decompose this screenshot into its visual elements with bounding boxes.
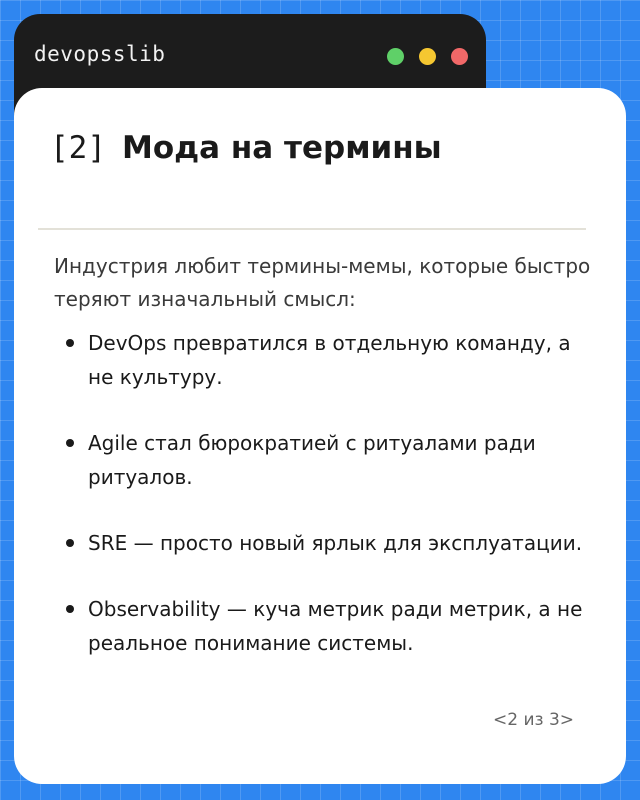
title-text: Мода на термины — [122, 130, 442, 166]
bullet-icon — [66, 539, 74, 547]
list-item — [66, 592, 596, 660]
list-item — [66, 526, 596, 560]
window-controls — [387, 48, 468, 65]
divider — [38, 228, 586, 230]
page-indicator: <2 из 3> — [492, 710, 574, 730]
list-item — [66, 326, 596, 394]
bullet-icon — [66, 339, 74, 347]
slide-number: [2] — [50, 130, 106, 166]
brand-name: devopsslib — [34, 42, 166, 66]
bullet-icon — [66, 605, 74, 613]
bullet-icon — [66, 439, 74, 447]
red-dot-icon — [451, 48, 468, 65]
bullet-text: DevOps превратился в отдельную команду, а не культуру. — [88, 331, 571, 389]
slide-title — [50, 130, 442, 166]
list-item — [66, 426, 596, 494]
bullet-text: Observability — куча метрик ради метрик, а не реальное понимание системы. — [88, 597, 583, 655]
content-card — [14, 88, 626, 784]
yellow-dot-icon — [419, 48, 436, 65]
intro-text: Индустрия любит термины-мемы, которые быстро теряют изначальный смысл: — [54, 254, 591, 311]
bullet-text: SRE — просто новый ярлык для эксплуатации. — [88, 531, 583, 555]
bullet-text: Agile стал бюрократией с ритуалами ради ритуалов. — [88, 431, 536, 489]
bullet-list — [66, 326, 596, 692]
green-dot-icon — [387, 48, 404, 65]
